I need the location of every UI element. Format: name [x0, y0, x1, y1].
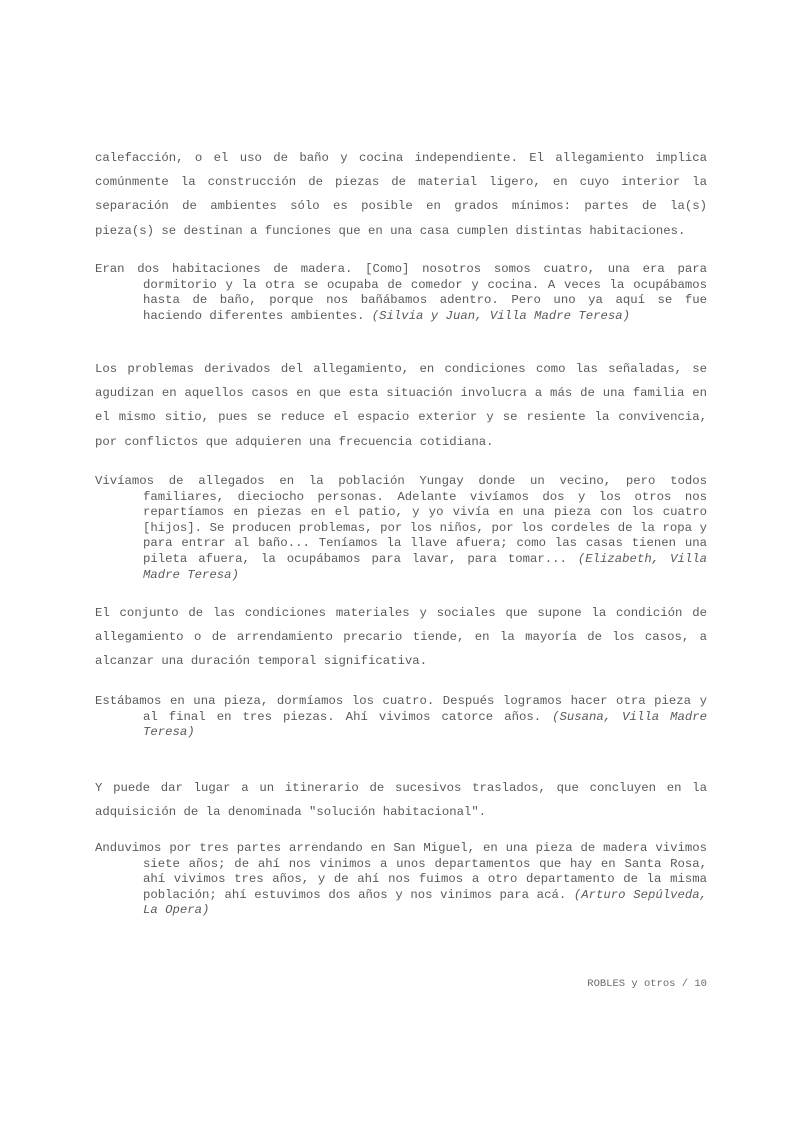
interview-quote	[95, 262, 707, 324]
quote-text: Vivíamos de allegados en la población Yungay donde un vecino, pero todos familiares, dieciocho personas. Adelante vivíamos dos y los otros nos repartíamos en piezas en el patio, y yo vivía en una pieza con los cuatro [hijos]. Se producen problemas, por los niños, por los cordeles de la ropa y para entrar al baño... Teníamos la llave afuera; como las casas tienen una pileta afuera, la ocupábamos para lavar, para tomar...	[95, 474, 707, 566]
quote-source: (Susana, Villa Madre Teresa)	[143, 709, 707, 740]
quote-text: Anduvimos por tres partes arrendando en San Miguel, en una pieza de madera vivimos siete años; de ahí nos vinimos a unos departamentos que hay en Santa Rosa, ahí vivimos tres años, y de ahí nos fuimos a otro departamento de la misma población; ahí estuvimos dos años y nos vinimos para acá.	[95, 841, 707, 902]
quote-source: (Arturo Sepúlveda, La Opera)	[143, 887, 707, 918]
quote-source: (Elizabeth, Villa Madre Teresa)	[143, 551, 707, 582]
body-paragraph: El conjunto de las condiciones materiales y sociales que supone la condición de allegamiento o de arrendamiento precario tiende, en la mayoría de los casos, a alcanzar una duración temporal significativa.	[95, 606, 707, 669]
body-paragraph: Y puede dar lugar a un itinerario de sucesivos traslados, que concluyen en la adquisición de la denominada "solución habitacional".	[95, 781, 707, 820]
interview-quote	[95, 694, 707, 741]
quote-text: Eran dos habitaciones de madera. [Como] nosotros somos cuatro, una era para dormitorio y la otra se ocupaba de comedor y cocina. A veces la ocupábamos hasta de baño, porque nos bañábamos adentro. Pero uno ya aquí se fue haciendo diferentes ambientes.	[95, 262, 707, 323]
body-paragraph: Los problemas derivados del allegamiento, en condiciones como las señaladas, se agudizan en aquellos casos en que esta situación involucra a más de una familia en el mismo sitio, pues se reduce el espacio exterior y se resiente la convivencia, por conflictos que adquieren una frecuencia cotidiana.	[95, 362, 707, 449]
page-footer: ROBLES y otros / 10	[587, 978, 707, 990]
quote-text: Estábamos en una pieza, dormíamos los cuatro. Después logramos hacer otra pieza y al final en tres piezas. Ahí vivimos catorce años.	[95, 694, 707, 724]
quote-source: (Silvia y Juan, Villa Madre Teresa)	[371, 308, 631, 323]
interview-quote	[95, 474, 707, 583]
interview-quote	[95, 841, 707, 919]
body-paragraph: calefacción, o el uso de baño y cocina independiente. El allegamiento implica comúnmente la construcción de piezas de material ligero, en cuyo interior la separación de ambientes sólo es posible en grados mínimos: partes de la(s) pieza(s) se destinan a funciones que en una casa cumplen distintas habitaciones.	[95, 151, 707, 238]
